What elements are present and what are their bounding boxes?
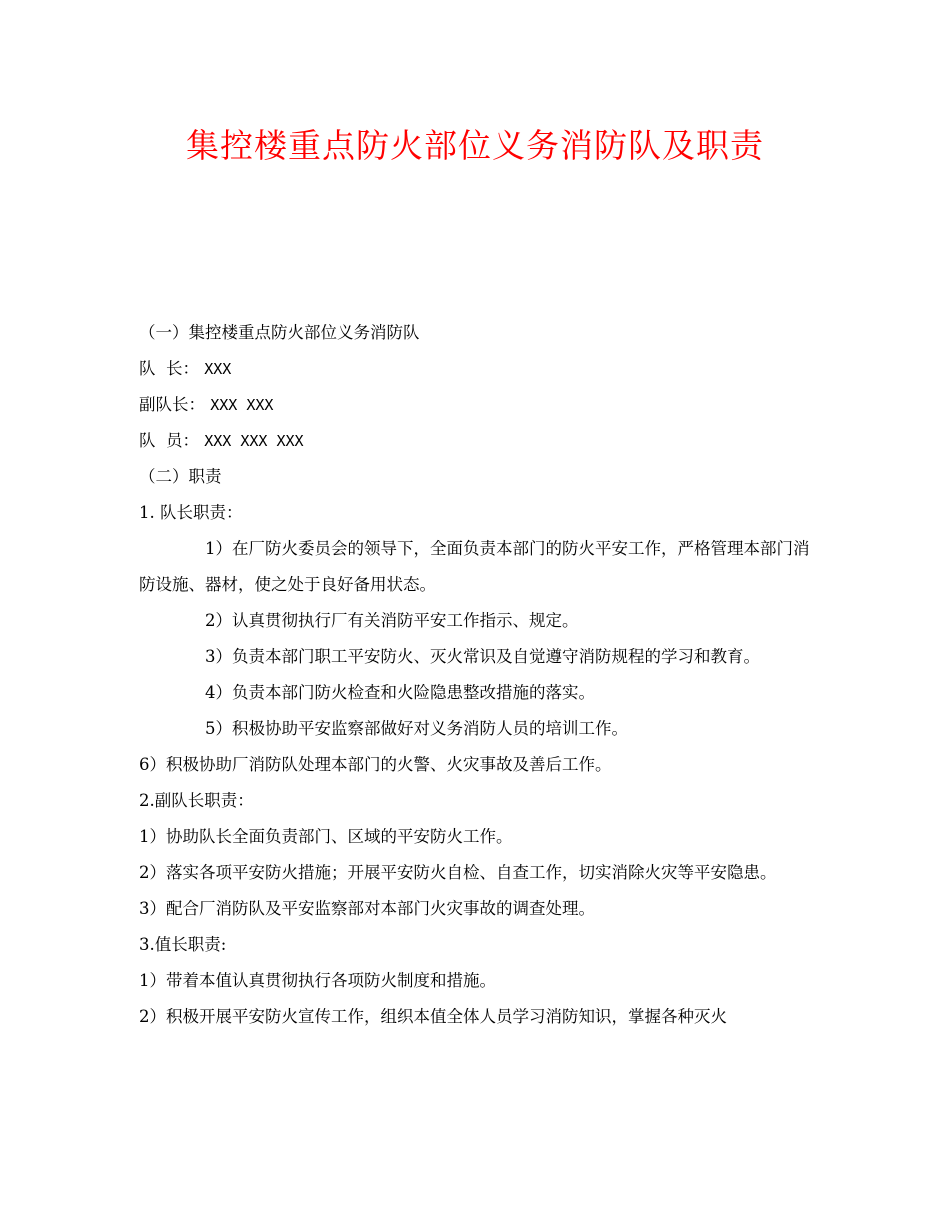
- captain-label: 队 长：: [139, 359, 199, 378]
- member-label: 队 员：: [139, 431, 199, 450]
- captain-duty-3: 3）负责本部门职工平安防火、灭火常识及自觉遵守消防规程的学习和教育。: [205, 647, 760, 666]
- vice-duty-1: 1）协助队长全面负责部门、区域的平安防火工作。: [139, 827, 513, 846]
- document-title: 集控楼重点防火部位义务消防队及职责: [186, 126, 764, 165]
- section1-heading: （一）集控楼重点防火部位义务消防队: [139, 323, 420, 342]
- vice-captain-value: XXX XXX: [210, 396, 274, 414]
- captain-duty-heading: 1. 队长职责：: [139, 503, 243, 522]
- document-body: [139, 315, 815, 1035]
- captain-duty-2: 2）认真贯彻执行厂有关消防平安工作指示、规定。: [205, 611, 579, 630]
- vice-captain-label: 副队长：: [139, 395, 205, 414]
- captain-duty-4: 4）负责本部门防火检查和火险隐患整改措施的落实。: [205, 683, 595, 702]
- section2-heading: （二）职责: [139, 467, 222, 486]
- vice-duty-2: 2）落实各项平安防火措施；开展平安防火自检、自查工作，切实消除火灾等平安隐患。: [139, 863, 777, 882]
- member-line: [139, 423, 815, 459]
- member-value: XXX XXX XXX: [204, 432, 304, 450]
- shift-duty-1: 1）带着本值认真贯彻执行各项防火制度和措施。: [139, 971, 496, 990]
- vice-duty-heading: 2.副队长职责：: [139, 791, 254, 810]
- captain-line: [139, 351, 815, 387]
- vice-captain-line: [139, 387, 815, 423]
- shift-duty-2: 2）积极开展平安防火宣传工作，组织本值全体人员学习消防知识，掌握各种灭火: [139, 1007, 727, 1026]
- captain-duty-1: 1）在厂防火委员会的领导下，全面负责本部门的防火平安工作，严格管理本部门消防设施、器材，使之处于良好备用状态。: [139, 539, 810, 594]
- captain-duty-5: 5）积极协助平安监察部做好对义务消防人员的培训工作。: [205, 719, 628, 738]
- captain-duty-6: 6）积极协助厂消防队处理本部门的火警、火灾事故及善后工作。: [139, 755, 612, 774]
- vice-duty-3: 3）配合厂消防队及平安监察部对本部门火灾事故的调查处理。: [139, 899, 595, 918]
- captain-value: XXX: [204, 360, 232, 378]
- shift-duty-heading: 3.值长职责:: [139, 935, 227, 954]
